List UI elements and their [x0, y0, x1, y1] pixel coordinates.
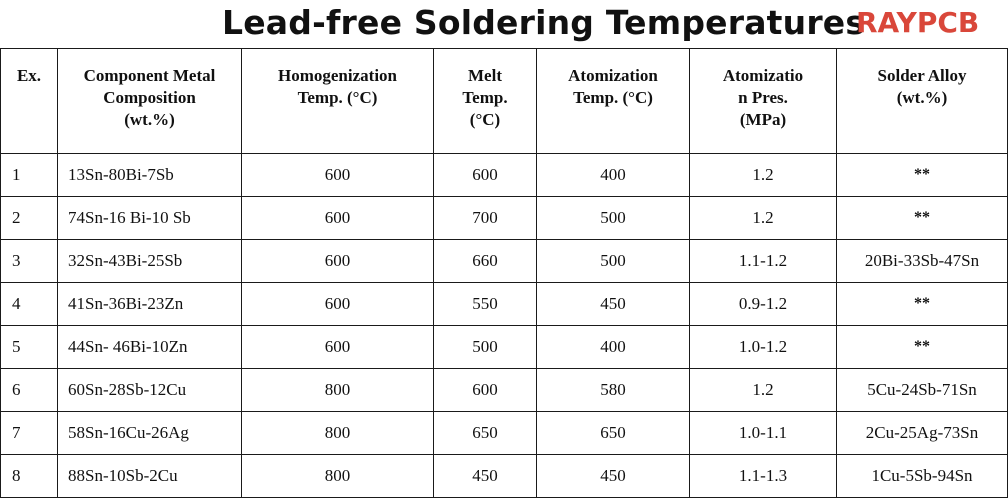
cell-component-composition: 58Sn-16Cu-26Ag [58, 412, 242, 455]
cell-component-composition: 88Sn-10Sb-2Cu [58, 455, 242, 498]
cell-atomization-pressure: 1.2 [690, 154, 837, 197]
cell-component-composition: 32Sn-43Bi-25Sb [58, 240, 242, 283]
column-header-line: Atomization [568, 66, 658, 85]
table-row [1, 326, 1008, 369]
cell-ex: 5 [1, 326, 58, 369]
cell-solder-alloy: 20Bi-33Sb-47Sn [837, 240, 1008, 283]
cell-homogenization-temp: 800 [242, 455, 434, 498]
cell-homogenization-temp: 600 [242, 197, 434, 240]
table-row [1, 154, 1008, 197]
cell-homogenization-temp: 800 [242, 369, 434, 412]
cell-ex: 4 [1, 283, 58, 326]
header-ex [1, 49, 58, 154]
cell-solder-alloy: ** [837, 197, 1008, 240]
column-header-line: Temp. (°C) [573, 88, 653, 107]
cell-atomization-temp: 500 [537, 197, 690, 240]
cell-atomization-temp: 500 [537, 240, 690, 283]
header-atomization-pressure [690, 49, 837, 154]
cell-homogenization-temp: 600 [242, 154, 434, 197]
column-header-line: Composition [103, 88, 196, 107]
table-row [1, 412, 1008, 455]
column-header-line: Atomizatio [722, 66, 804, 85]
column-header-line: Melt [468, 66, 502, 85]
cell-melt-temp: 660 [434, 240, 537, 283]
cell-atomization-pressure: 0.9-1.2 [690, 283, 837, 326]
table-row [1, 283, 1008, 326]
cell-ex: 7 [1, 412, 58, 455]
table-row [1, 455, 1008, 498]
cell-component-composition: 44Sn- 46Bi-10Zn [58, 326, 242, 369]
header-melt-temp [434, 49, 537, 154]
column-header-line: (MPa) [739, 110, 787, 129]
cell-ex: 8 [1, 455, 58, 498]
cell-atomization-pressure: 1.0-1.1 [690, 412, 837, 455]
cell-atomization-temp: 400 [537, 154, 690, 197]
title-bar [0, 0, 1008, 48]
cell-solder-alloy: ** [837, 326, 1008, 369]
table-row [1, 240, 1008, 283]
column-header-line: (wt.%) [896, 88, 948, 107]
cell-atomization-temp: 450 [537, 455, 690, 498]
page-title: Lead-free Soldering Temperatures [222, 3, 866, 42]
column-header-line: Temp. [462, 88, 508, 107]
soldering-temperatures-table [0, 48, 1008, 498]
cell-homogenization-temp: 600 [242, 283, 434, 326]
column-header-line: Temp. (°C) [297, 88, 378, 107]
cell-ex: 6 [1, 369, 58, 412]
column-header-line: n Pres. [738, 88, 788, 107]
cell-melt-temp: 550 [434, 283, 537, 326]
cell-atomization-pressure: 1.2 [690, 197, 837, 240]
cell-atomization-temp: 580 [537, 369, 690, 412]
table-body [1, 154, 1008, 498]
cell-homogenization-temp: 600 [242, 326, 434, 369]
cell-melt-temp: 600 [434, 369, 537, 412]
cell-homogenization-temp: 600 [242, 240, 434, 283]
cell-component-composition: 74Sn-16 Bi-10 Sb [58, 197, 242, 240]
cell-melt-temp: 450 [434, 455, 537, 498]
cell-component-composition: 41Sn-36Bi-23Zn [58, 283, 242, 326]
cell-atomization-temp: 450 [537, 283, 690, 326]
column-header-line: Component Metal [83, 66, 216, 85]
cell-solder-alloy: ** [837, 154, 1008, 197]
column-header-line: (°C) [469, 110, 501, 129]
cell-melt-temp: 500 [434, 326, 537, 369]
cell-melt-temp: 600 [434, 154, 537, 197]
cell-ex: 1 [1, 154, 58, 197]
column-header-line: (wt.%) [124, 110, 175, 129]
cell-atomization-pressure: 1.0-1.2 [690, 326, 837, 369]
header-atomization-temp [537, 49, 690, 154]
cell-ex: 3 [1, 240, 58, 283]
cell-solder-alloy: 1Cu-5Sb-94Sn [837, 455, 1008, 498]
column-header-line: Solder Alloy [877, 66, 967, 85]
column-header-line: Ex. [16, 66, 42, 85]
brand-logo-text: RAYPCB [856, 6, 980, 39]
cell-solder-alloy: 5Cu-24Sb-71Sn [837, 369, 1008, 412]
cell-solder-alloy: 2Cu-25Ag-73Sn [837, 412, 1008, 455]
cell-atomization-pressure: 1.2 [690, 369, 837, 412]
cell-melt-temp: 700 [434, 197, 537, 240]
cell-ex: 2 [1, 197, 58, 240]
cell-atomization-pressure: 1.1-1.3 [690, 455, 837, 498]
header-solder-alloy [837, 49, 1008, 154]
header-component-composition [58, 49, 242, 154]
cell-solder-alloy: ** [837, 283, 1008, 326]
cell-atomization-temp: 650 [537, 412, 690, 455]
cell-melt-temp: 650 [434, 412, 537, 455]
table-row [1, 369, 1008, 412]
cell-component-composition: 60Sn-28Sb-12Cu [58, 369, 242, 412]
cell-homogenization-temp: 800 [242, 412, 434, 455]
table-row [1, 197, 1008, 240]
cell-atomization-pressure: 1.1-1.2 [690, 240, 837, 283]
cell-component-composition: 13Sn-80Bi-7Sb [58, 154, 242, 197]
table-header-row [1, 49, 1008, 154]
column-header-line: Homogenization [278, 66, 397, 85]
header-homogenization-temp [242, 49, 434, 154]
cell-atomization-temp: 400 [537, 326, 690, 369]
